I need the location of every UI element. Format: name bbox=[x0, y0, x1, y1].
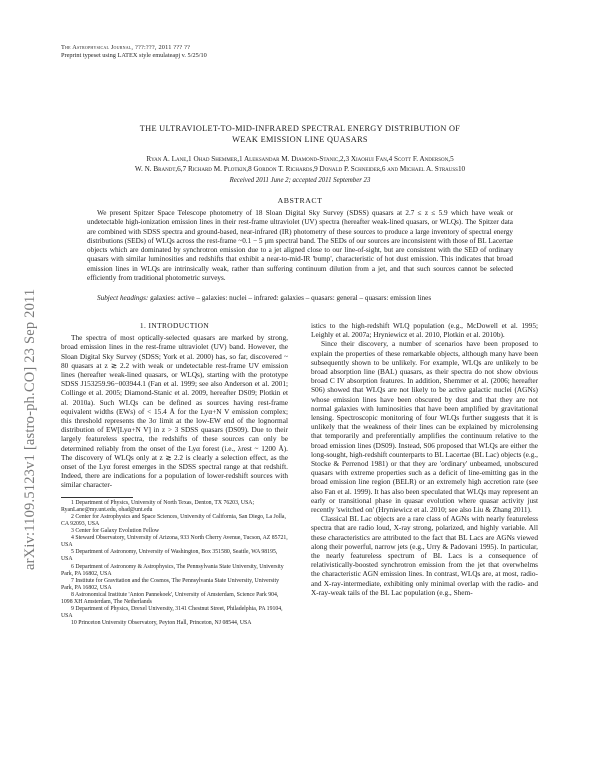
footnote: 9 Department of Physics, Drexel University, 3141 Chestnut Street, Philadelphia, PA 19104, USA bbox=[61, 606, 283, 620]
footnote: 3 Center for Galaxy Evolution Fellow bbox=[71, 528, 160, 535]
footnote: 7 Institute for Gravitation and the Cosmos, The Pennsylvania State University, University Park, PA 16802, USA bbox=[61, 577, 280, 591]
footnote: 2 Center for Astrophysics and Space Sciences, University of California, San Diego, La Jolla, CA 92093, USA bbox=[61, 513, 286, 527]
left-column bbox=[61, 321, 288, 627]
section-heading-introduction: 1. INTRODUCTION bbox=[139, 321, 210, 330]
title-line: WEAK EMISSION LINE QUASARS bbox=[232, 134, 368, 144]
subject-headings-label: Subject headings: bbox=[97, 294, 149, 302]
footnote-divider bbox=[61, 497, 133, 498]
subject-headings bbox=[87, 294, 513, 303]
footnote: 8 Astronomical Institute 'Anton Pannekoek', University of Amsterdam, Science Park 904, 1098 XH Amsterdam, The Netherlands bbox=[61, 591, 279, 605]
bl-lac-paragraph: Classical BL Lac objects are a rare class of AGNs with nearly featureless spectra that are radio loud, X-ray strong, polarized, and highly variable. All these characteristics are attributed to the fact that BL Lacs are AGNs viewed along their powerful, narrow jets (e.g., Urry & Padovani 1995). In particular, the nearly featureless spectrum of BL Lacs is a consequence of relativistically-boosted synchrotron emission from the jet that overwhelms the characteristic AGN emission lines. In contrast, WLQs are, at most, radio- and X-ray-intermediate, exhibiting only minimal overlap with the radio- and X-ray-weak tails of the BL Lac population (e.g., Shem- bbox=[311, 514, 538, 597]
footnote: 5 Department of Astronomy, University of Washington, Box 351580, Seattle, WA 98195, USA bbox=[61, 549, 278, 563]
paper-title bbox=[61, 124, 539, 145]
footnote: 10 Princeton University Observatory, Peyton Hall, Princeton, NJ 08544, USA bbox=[71, 620, 252, 627]
authors-line: W. N. Brandt,6,7 Richard M. Plotkin,8 Gordon T. Richards,9 Donald P. Schneider,6 and Michael A. Strauss10 bbox=[134, 165, 466, 174]
subject-headings-text: galaxies: active – galaxies: nuclei – infrared: galaxies – quasars: general – quasars: emission lines bbox=[150, 294, 432, 302]
authors-line: Ryan A. Lane,1 Ohad Shemmer,1 Aleksandar M. Diamond-Stanic,2,3 Xiaohui Fan,4 Scott F. Anderson,5 bbox=[146, 155, 454, 163]
footnotes bbox=[61, 500, 288, 628]
journal-header bbox=[61, 44, 207, 60]
title-line: THE ULTRAVIOLET-TO-MID-INFRARED SPECTRAL ENERGY DISTRIBUTION OF bbox=[139, 124, 461, 133]
footnote: 6 Department of Astronomy & Astrophysics, The Pennsylvania State University, University Park, PA 16802, USA bbox=[61, 563, 284, 577]
footnote: 1 Department of Physics, University of North Texas, Denton, TX 76203, USA; RyanLane@my.unt.edu, ohad@unt.edu bbox=[61, 499, 255, 513]
footnote: 4 Steward Observatory, University of Arizona, 933 North Cherry Avenue, Tucson, AZ 85721, USA bbox=[61, 535, 288, 549]
preprint-line: Preprint typeset using LATEX style emulateapj v. 5/25/10 bbox=[61, 52, 207, 59]
continued-paragraph: istics to the high-redshift WLQ population (e.g., McDowell et al. 1995; Leighly et al. 2007a; Hryniewicz et al. 2010, Plotkin et al. 2010b). bbox=[311, 321, 538, 340]
abstract-text: We present Spitzer Space Telescope photometry of 18 Sloan Digital Sky Survey (SDSS) quasars at 2.7 ≤ z ≤ 5.9 which have weak or undetectable high-ionization emission lines in their rest-frame ultraviolet (UV) spectra (hereafter weak-lined quasars, or WLQs). The Spitzer data are combined with SDSS spectra and ground-based, near-infrared (IR) photometry of these sources to produce a large inventory of spectral energy distributions (SEDs) of WLQs across the rest-frame ~0.1 − 5 μm spectral band. The SEDs of our sources are inconsistent with those of BL Lacertae objects which are dominated by synchrotron emission due to a jet aligned close to our line-of-sight, but are consistent with the SED of ordinary quasars with similar luminosities and redshifts that exhibit a near-to-mid-IR 'bump', characteristic of hot dust emission. This indicates that broad emission lines in WLQs are intrinsically weak, rather than suffering continuum dilution from a jet, and that such sources cannot be selected efficiently from traditional photometric surveys. bbox=[87, 209, 513, 282]
right-column bbox=[311, 321, 538, 597]
arxiv-identifier: arXiv:1109.5123v1 [astro-ph.CO] 23 Sep 2011 bbox=[22, 288, 38, 570]
scenarios-paragraph: Since their discovery, a number of scenarios have been proposed to explain the properties of these remarkable objects, although many have been subsequently shown to be unlikely. For example, WLQs are unlikely to be broad absorption line (BAL) quasars, as their spectra do not show obvious broad C IV absorption features. In addition, Shemmer et al. (2006; hereafter S06) showed that WLQs are not likely to be active galactic nuclei (AGNs) whose emission lines have been obscured by dust and that they are not normal galaxies with luminosities that have been amplified by gravitational lensing. Spectroscopic monitoring of four WLQs further suggests that it is unlikely that the weakness of their lines can be explained by microlensing that temporarily and preferentially amplifies the continuum relative to the broad emission lines (DS09). Instead, S06 proposed that WLQs are either the long-sought, high-redshift counterparts to BL Lacertae (BL Lac) objects (e.g., Stocke & Perrenod 1981) or that they are 'ordinary' unbeamed, unobscured quasars with extreme properties such as a deficit of line-emitting gas in the broad emission line region (BELR) or an extremely high accretion rate (see also Fan et al. 1999). It has also been speculated that WLQs may represent an early or transitional phase in quasar evolution where quasar activity just recently 'switched on' (Hryniewicz et al. 2010; see also Liu & Zhang 2011). bbox=[311, 339, 539, 515]
intro-paragraph: The spectra of most optically-selected quasars are marked by strong, broad emission lines in the rest-frame ultraviolet (UV) band. However, the Sloan Digital Sky Survey (SDSS; York et al. 2000) has, so far, discovered ~ 80 quasars at z ≳ 2.2 with weak or undetectable rest-frame UV emission lines (hereafter weak-lined quasars, or WLQs), starting with the prototype SDSS J153259.96−003944.1 (Fan et al. 1999; see also Anderson et al. 2001; Collinge et al. 2005; Diamond-Stanic et al. 2009, hereafter DS09; Plotkin et al. 2010a). Such WLQs can be defined as sources having rest-frame equivalent widths (EWs) of < 15.4 Å for the Lyα+N V emission complex; this threshold represents the 3σ limit at the low-EW end of the lognormal distribution of EW[Lyα+N V] in z > 3 SDSS quasars (DS09). Due to their largely featureless spectra, the redshifts of these sources can only be determined reliably from the onset of the Lyα forest (i.e., λrest ~ 1200 Å). The discovery of WLQs only at z ≳ 2.2 is clearly a selection effect, as the onset of the Lyα forest emerges in the SDSS spectral range at that redshift. Indeed, there are indications for a population of lower-redshift sources with similar character- bbox=[61, 333, 288, 490]
author-list bbox=[61, 154, 539, 175]
abstract-heading: ABSTRACT bbox=[277, 196, 323, 205]
journal-line: The Astrophysical Journal, ???:???, 2011 ??? ?? bbox=[61, 44, 191, 51]
received-date: Received 2011 June 2; accepted 2011 September 23 bbox=[229, 177, 371, 184]
